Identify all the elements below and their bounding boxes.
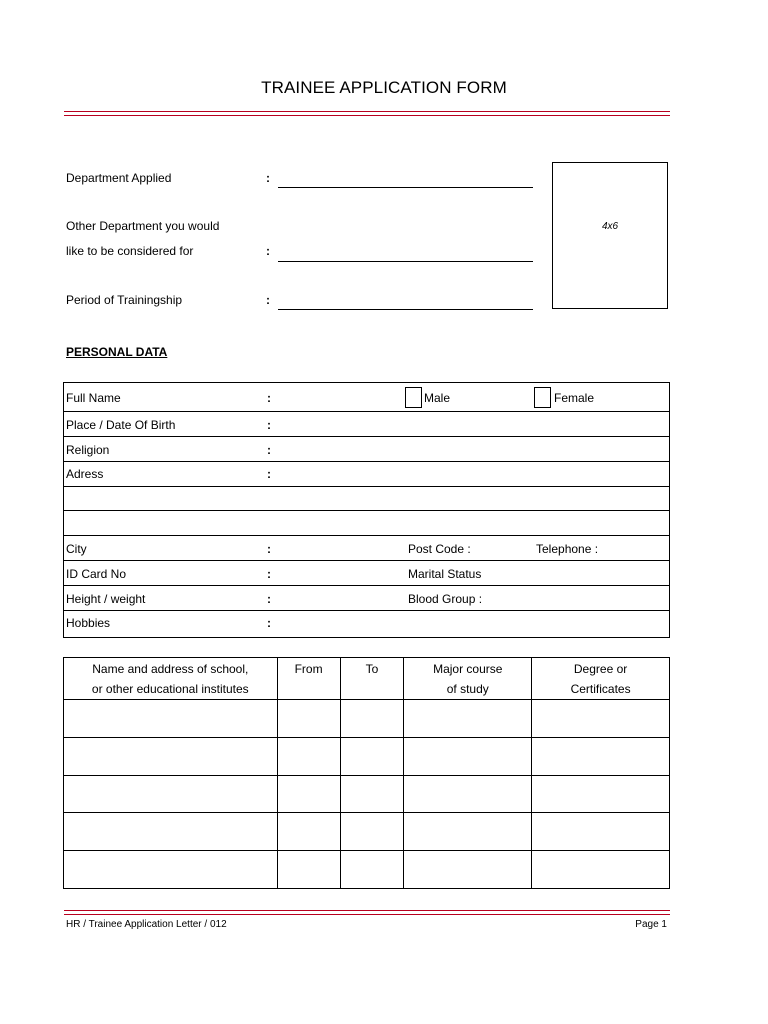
colon: : xyxy=(267,592,271,606)
blood-group-label: Blood Group : xyxy=(408,592,483,606)
from-cell[interactable] xyxy=(277,851,340,889)
footer-rule-bottom xyxy=(64,914,670,915)
major-course-header: Major course of study xyxy=(404,658,532,700)
colon: : xyxy=(266,171,270,185)
degree-cell[interactable] xyxy=(532,813,670,851)
footer-rule-top xyxy=(64,910,670,911)
to-cell[interactable] xyxy=(340,851,404,889)
height-weight-label: Height / weight xyxy=(66,592,146,606)
female-label: Female xyxy=(554,391,595,405)
city-label: City xyxy=(66,542,87,556)
degree-cell[interactable] xyxy=(532,775,670,813)
colon: : xyxy=(267,418,271,432)
from-cell[interactable] xyxy=(277,775,340,813)
degree-cell[interactable] xyxy=(532,700,670,738)
other-department-label-line2: like to be considered for xyxy=(66,244,194,258)
table-row xyxy=(64,851,670,889)
to-cell[interactable] xyxy=(340,813,404,851)
row-city xyxy=(64,536,669,561)
school-cell[interactable] xyxy=(64,737,278,775)
header-rule-top xyxy=(64,111,670,112)
from-header: From xyxy=(277,658,340,700)
row-place-dob xyxy=(64,412,669,437)
footer-document-code: HR / Trainee Application Letter / 012 xyxy=(66,919,227,930)
row-address-line2[interactable] xyxy=(64,487,669,511)
form-title: TRAINEE APPLICATION FORM xyxy=(261,78,507,97)
degree-header: Degree or Certificates xyxy=(532,658,670,700)
school-cell[interactable] xyxy=(64,775,278,813)
department-applied-label: Department Applied xyxy=(66,171,172,185)
major-cell[interactable] xyxy=(404,775,532,813)
photo-box xyxy=(552,162,668,309)
department-applied-field[interactable] xyxy=(278,187,533,188)
colon: : xyxy=(267,443,271,457)
major-cell[interactable] xyxy=(404,851,532,889)
colon: : xyxy=(266,244,270,258)
from-cell[interactable] xyxy=(277,737,340,775)
other-department-field[interactable] xyxy=(278,261,533,262)
from-cell[interactable] xyxy=(277,813,340,851)
row-id-card xyxy=(64,561,669,586)
row-address-line3[interactable] xyxy=(64,511,669,536)
row-full-name xyxy=(64,383,669,412)
school-cell[interactable] xyxy=(64,700,278,738)
hobbies-label: Hobbies xyxy=(66,616,111,630)
to-header: To xyxy=(340,658,404,700)
to-cell[interactable] xyxy=(340,775,404,813)
degree-cell[interactable] xyxy=(532,737,670,775)
school-cell[interactable] xyxy=(64,813,278,851)
post-code-label: Post Code : xyxy=(408,542,471,556)
table-row xyxy=(64,737,670,775)
header-rule-bottom xyxy=(64,115,670,116)
row-address xyxy=(64,462,669,487)
colon: : xyxy=(267,567,271,581)
major-cell[interactable] xyxy=(404,813,532,851)
religion-label: Religion xyxy=(66,443,110,457)
colon: : xyxy=(267,391,271,405)
to-cell[interactable] xyxy=(340,737,404,775)
female-checkbox[interactable] xyxy=(534,387,551,408)
table-row xyxy=(64,813,670,851)
colon: : xyxy=(267,616,271,630)
table-row xyxy=(64,700,670,738)
from-cell[interactable] xyxy=(277,700,340,738)
degree-cell[interactable] xyxy=(532,851,670,889)
row-height-weight xyxy=(64,586,669,611)
marital-status-label: Marital Status xyxy=(408,567,482,581)
address-label: Adress xyxy=(66,467,104,481)
colon: : xyxy=(267,542,271,556)
telephone-label: Telephone : xyxy=(536,542,599,556)
row-religion xyxy=(64,437,669,462)
colon: : xyxy=(266,293,270,307)
row-hobbies xyxy=(64,611,669,636)
to-cell[interactable] xyxy=(340,700,404,738)
major-cell[interactable] xyxy=(404,737,532,775)
major-cell[interactable] xyxy=(404,700,532,738)
male-checkbox[interactable] xyxy=(405,387,422,408)
footer-page-number: Page 1 xyxy=(635,919,667,930)
photo-size-label: 4x6 xyxy=(601,221,619,232)
education-header-row xyxy=(64,658,670,700)
personal-data-table xyxy=(63,382,670,638)
school-name-header: Name and address of school, or other educational institutes xyxy=(64,658,278,700)
table-row xyxy=(64,775,670,813)
education-table xyxy=(63,657,670,889)
full-name-label: Full Name xyxy=(66,391,121,405)
school-cell[interactable] xyxy=(64,851,278,889)
personal-data-heading: PERSONAL DATA xyxy=(66,345,168,359)
male-label: Male xyxy=(424,391,451,405)
place-dob-label: Place / Date Of Birth xyxy=(66,418,176,432)
period-trainingship-field[interactable] xyxy=(278,309,533,310)
id-card-label: ID Card No xyxy=(66,567,127,581)
colon: : xyxy=(267,467,271,481)
other-department-label-line1: Other Department you would xyxy=(66,219,220,233)
period-trainingship-label: Period of Trainingship xyxy=(66,293,183,307)
